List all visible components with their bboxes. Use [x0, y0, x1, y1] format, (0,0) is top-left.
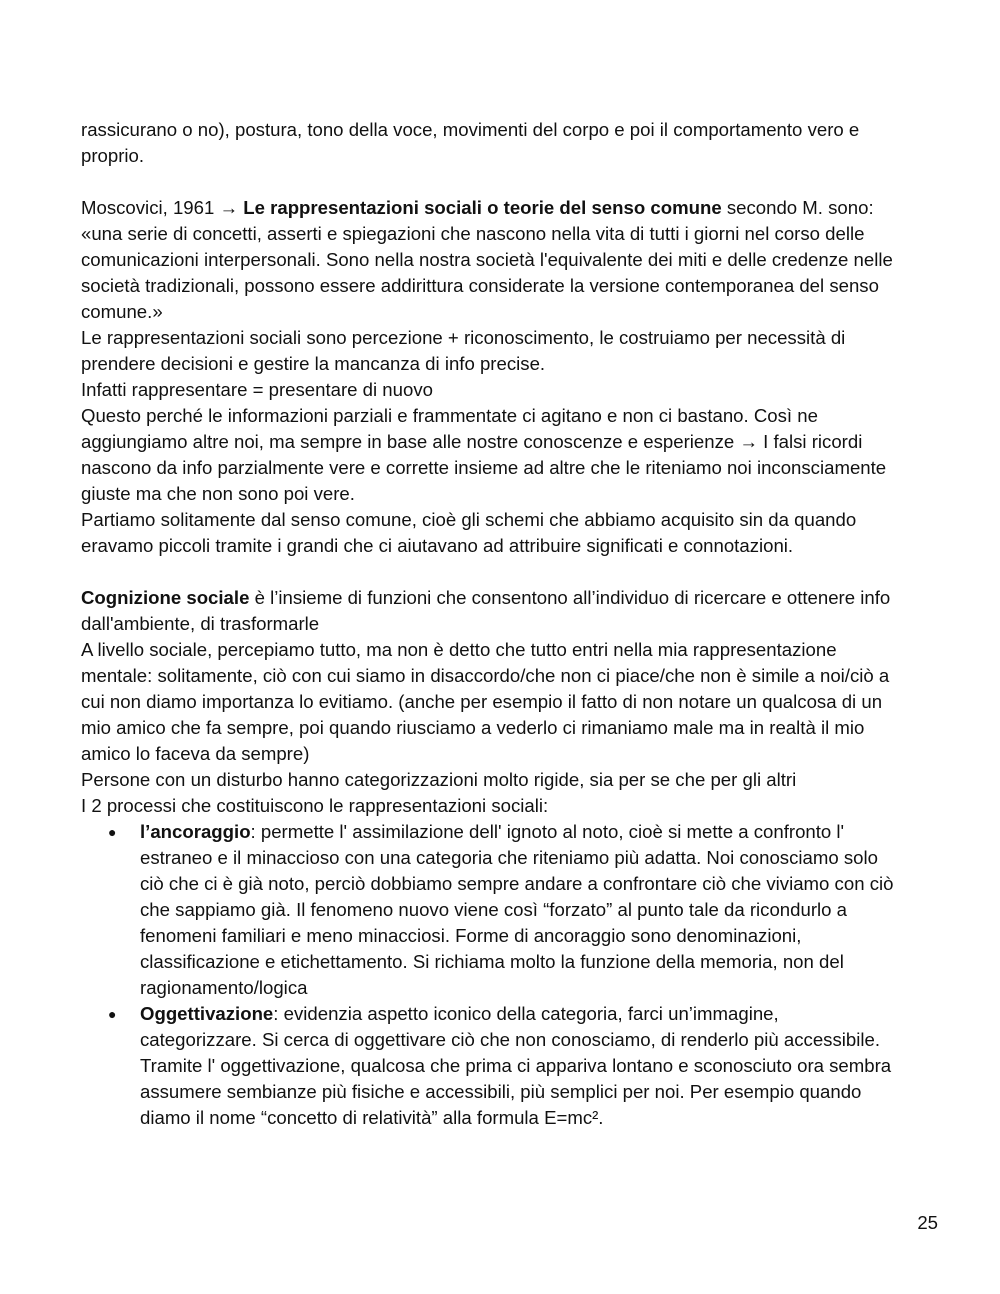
text-line: diamo il nome “concetto di relatività” alla formula E=mc². [140, 1107, 604, 1128]
lead-tail-text: : evidenzia aspetto iconico della categoria, farci un’immagine, [273, 1003, 779, 1024]
bullet-list [81, 819, 943, 1131]
text-line: A livello sociale, percepiamo tutto, ma non è detto che tutto entri nella mia rappresentazione [81, 639, 837, 660]
text-line: aggiungiamo altre noi, ma sempre in base alle nostre conoscenze e esperienze → I falsi ricordi [81, 431, 863, 452]
page-number: 25 [917, 1212, 938, 1233]
list-item-oggettivazione [81, 1001, 943, 1131]
bold-term: l’ancoraggio [140, 821, 251, 842]
text-line: estraneo e il minaccioso con una categoria che riteniamo più adatta. Noi conosciamo solo [140, 847, 878, 868]
text-line [140, 1001, 943, 1027]
text-line: nascono da info parzialmente vere e corrette insieme ad altre che le riteniamo noi inconsciamente [81, 457, 887, 478]
text-line: cui non diamo importanza lo evitiamo. (anche per esempio il fatto di non notare un qualcosa di un [81, 691, 883, 712]
bold-term: Cognizione sociale [81, 587, 250, 608]
text-line: comunicazioni interpersonali. Sono nella nostra società l'equivalente dei miti e delle credenze nelle [81, 249, 893, 270]
text-line: giuste ma che non sono poi vere. [81, 483, 355, 504]
lead-tail-text: secondo M. sono: [721, 197, 874, 218]
text-line [81, 585, 943, 611]
paragraph-spacer [81, 559, 943, 585]
text-line: assumere sembianze più fisiche e accessibili, più semplici per noi. Per esempio quando [140, 1081, 862, 1102]
paragraph-continuation [81, 117, 943, 169]
text-line: prendere decisioni e gestire la mancanza di info precise. [81, 353, 546, 374]
text-line: Partiamo solitamente dal senso comune, cioè gli schemi che abbiamo acquisito sin da quando [81, 509, 857, 530]
paragraph-cognizione-sociale [81, 585, 943, 819]
document-page [81, 117, 943, 1131]
text-line: classificazione e etichettamento. Si richiama molto la funzione della memoria, non del [140, 951, 844, 972]
text-line [81, 195, 943, 221]
bullet-icon: ● [108, 1006, 117, 1022]
lead-tail-text: : permette l' assimilazione dell' ignoto al noto, cioè si mette a confronto l' [250, 821, 845, 842]
text-line: eravamo piccoli tramite i grandi che ci aiutavano ad attribuire significati e connotazioni. [81, 535, 794, 556]
text-line: mio amico che fa sempre, poi quando riusciamo a vederlo ci rimaniamo male ma in realtà il mio [81, 717, 865, 738]
bold-term: Oggettivazione [140, 1003, 274, 1024]
text-line: comune.» [81, 301, 163, 322]
text-line: Le rappresentazioni sociali sono percezione + riconoscimento, le costruiamo per necessità di [81, 327, 846, 348]
text-line: categorizzare. Si cerca di oggettivare ciò che non conosciamo, di renderlo più accessibile. [140, 1029, 881, 1050]
paragraph-spacer [81, 169, 943, 195]
bold-term: Le rappresentazioni sociali o teorie del senso comune [243, 197, 722, 218]
paragraph-moscovici [81, 195, 943, 559]
text-line: fenomeni familiari e meno minacciosi. Forme di ancoraggio sono denominazioni, [140, 925, 802, 946]
lead-tail-text: è l’insieme di funzioni che consentono all’individuo di ricercare e ottenere info [249, 587, 891, 608]
text-line: I 2 processi che costituiscono le rappresentazioni sociali: [81, 795, 549, 816]
text-line: ciò che ci è già noto, perciò dobbiamo sempre andare a confrontare ciò che viviamo con ciò [140, 873, 894, 894]
text-line: «una serie di concetti, asserti e spiegazioni che nascono nella vita di tutti i giorni nel corso delle [81, 223, 865, 244]
text-line: società tradizionali, possono essere addirittura considerate la versione contemporanea del senso [81, 275, 879, 296]
text-line: amico lo faceva da sempre) [81, 743, 310, 764]
text-line: rassicurano o no), postura, tono della voce, movimenti del corpo e poi il comportamento vero e [81, 119, 860, 140]
text-line: che sappiamo già. Il fenomeno nuovo viene così “forzato” al punto tale da ricondurlo a [140, 899, 847, 920]
bullet-icon: ● [108, 824, 117, 840]
text-line [140, 819, 943, 845]
list-item-ancoraggio [81, 819, 943, 1001]
text-line: ragionamento/logica [140, 977, 308, 998]
lead-text: Moscovici, 1961 → [81, 197, 244, 218]
text-line: Persone con un disturbo hanno categorizzazioni molto rigide, sia per se che per gli altri [81, 769, 797, 790]
text-line: Tramite l' oggettivazione, qualcosa che prima ci appariva lontano e sconosciuto ora sembra [140, 1055, 892, 1076]
text-line: dall'ambiente, di trasformarle [81, 613, 320, 634]
text-line: proprio. [81, 145, 145, 166]
text-line: mentale: solitamente, ciò con cui siamo in disaccordo/che non ci piace/che non è simile a noi/ciò a [81, 665, 890, 686]
text-line: Questo perché le informazioni parziali e frammentate ci agitano e non ci bastano. Così ne [81, 405, 818, 426]
text-line: Infatti rappresentare = presentare di nuovo [81, 379, 433, 400]
